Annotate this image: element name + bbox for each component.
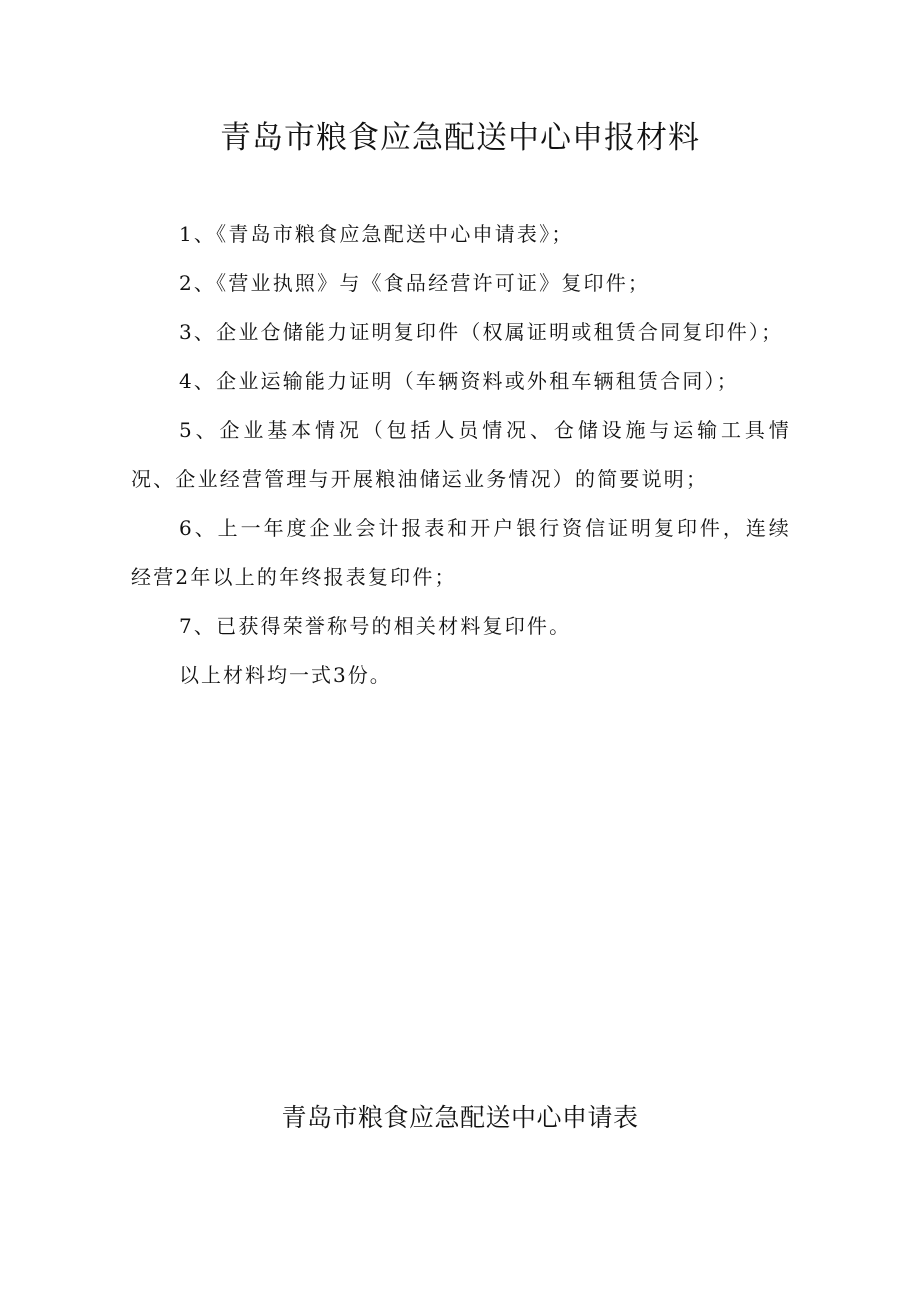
document-title: 青岛市粮食应急配送中心申报材料 — [220, 120, 700, 156]
list-item: 2、《营业执照》与《食品经营许可证》复印件； — [179, 271, 651, 295]
list-item: 4、企业运输能力证明（车辆资料或外租车辆租赁合同）； — [179, 369, 739, 393]
list-item: 6、上一年度企业会计报表和开户银行资信证明复印件，连续经营2年以上的年终报表复印件； — [131, 516, 791, 589]
copies-note: 以上材料均一式3份。 — [179, 663, 392, 687]
list-item: 7、已获得荣誉称号的相关材料复印件。 — [179, 614, 572, 638]
list-item: 5、企业基本情况（包括人员情况、仓储设施与运输工具情况、企业经营管理与开展粮油储运业务情况）的简要说明； — [131, 418, 791, 491]
application-form-title: 青岛市粮食应急配送中心申请表 — [281, 1103, 639, 1132]
list-item: 3、企业仓储能力证明复印件（权属证明或租赁合同复印件）； — [179, 320, 784, 344]
list-item: 1、《青岛市粮食应急配送中心申请表》； — [179, 222, 574, 246]
materials-list — [131, 210, 791, 700]
